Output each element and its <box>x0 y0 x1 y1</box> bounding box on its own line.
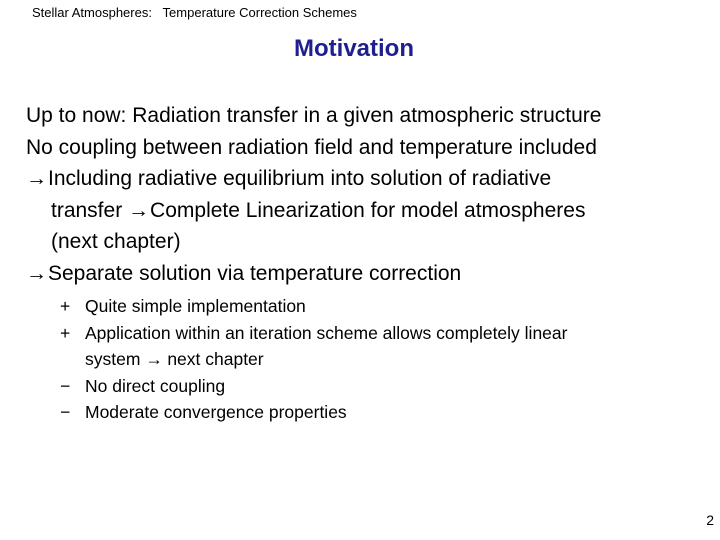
bullet-text: No direct coupling <box>85 375 226 396</box>
bullet-text: Application within an iteration scheme allows completely linear <box>85 322 568 343</box>
text-line-3-end: (next chapter) <box>51 230 181 253</box>
plus-icon: + <box>60 322 71 343</box>
text-line-2: No coupling between radiation field and temperature included <box>26 135 597 159</box>
minus-icon: − <box>60 375 71 396</box>
list-item <box>60 373 700 400</box>
list-item <box>60 293 700 320</box>
arrow-icon: → <box>145 349 163 369</box>
text-line-4 <box>26 258 706 290</box>
arrow-icon: → <box>26 167 47 190</box>
list-item <box>60 320 700 373</box>
text-line-3 <box>26 163 706 195</box>
bullet-list <box>60 293 700 426</box>
plus-icon: + <box>60 296 71 316</box>
text-line-1: Up to now: Radiation transfer in a given atmospheric structure <box>26 104 602 127</box>
bullet-text-pre: system <box>85 349 141 369</box>
page-number: 2 <box>706 512 714 528</box>
slide-title: Motivation <box>294 35 414 62</box>
arrow-icon: → <box>128 198 150 222</box>
text-line-3b-post: Complete Linearization for model atmospheres <box>150 198 586 222</box>
text-line-3-content: Including radiative equilibrium into solution of radiative <box>48 167 552 190</box>
bullet-text: Moderate convergence properties <box>85 402 347 422</box>
bullet-text-post: next chapter <box>167 349 264 369</box>
main-text <box>26 100 706 289</box>
slide-header: Stellar Atmospheres: Temperature Correction Schemes <box>32 5 357 20</box>
text-line-3-continued <box>26 195 706 227</box>
list-item <box>60 399 700 426</box>
text-line-4-content: Separate solution via temperature correction <box>48 261 462 285</box>
bullet-text: Quite simple implementation <box>85 296 306 316</box>
minus-icon: − <box>60 402 71 422</box>
text-line-3b-pre: transfer <box>51 198 123 222</box>
arrow-icon: → <box>26 261 47 285</box>
bullet-text-continued <box>85 346 700 373</box>
